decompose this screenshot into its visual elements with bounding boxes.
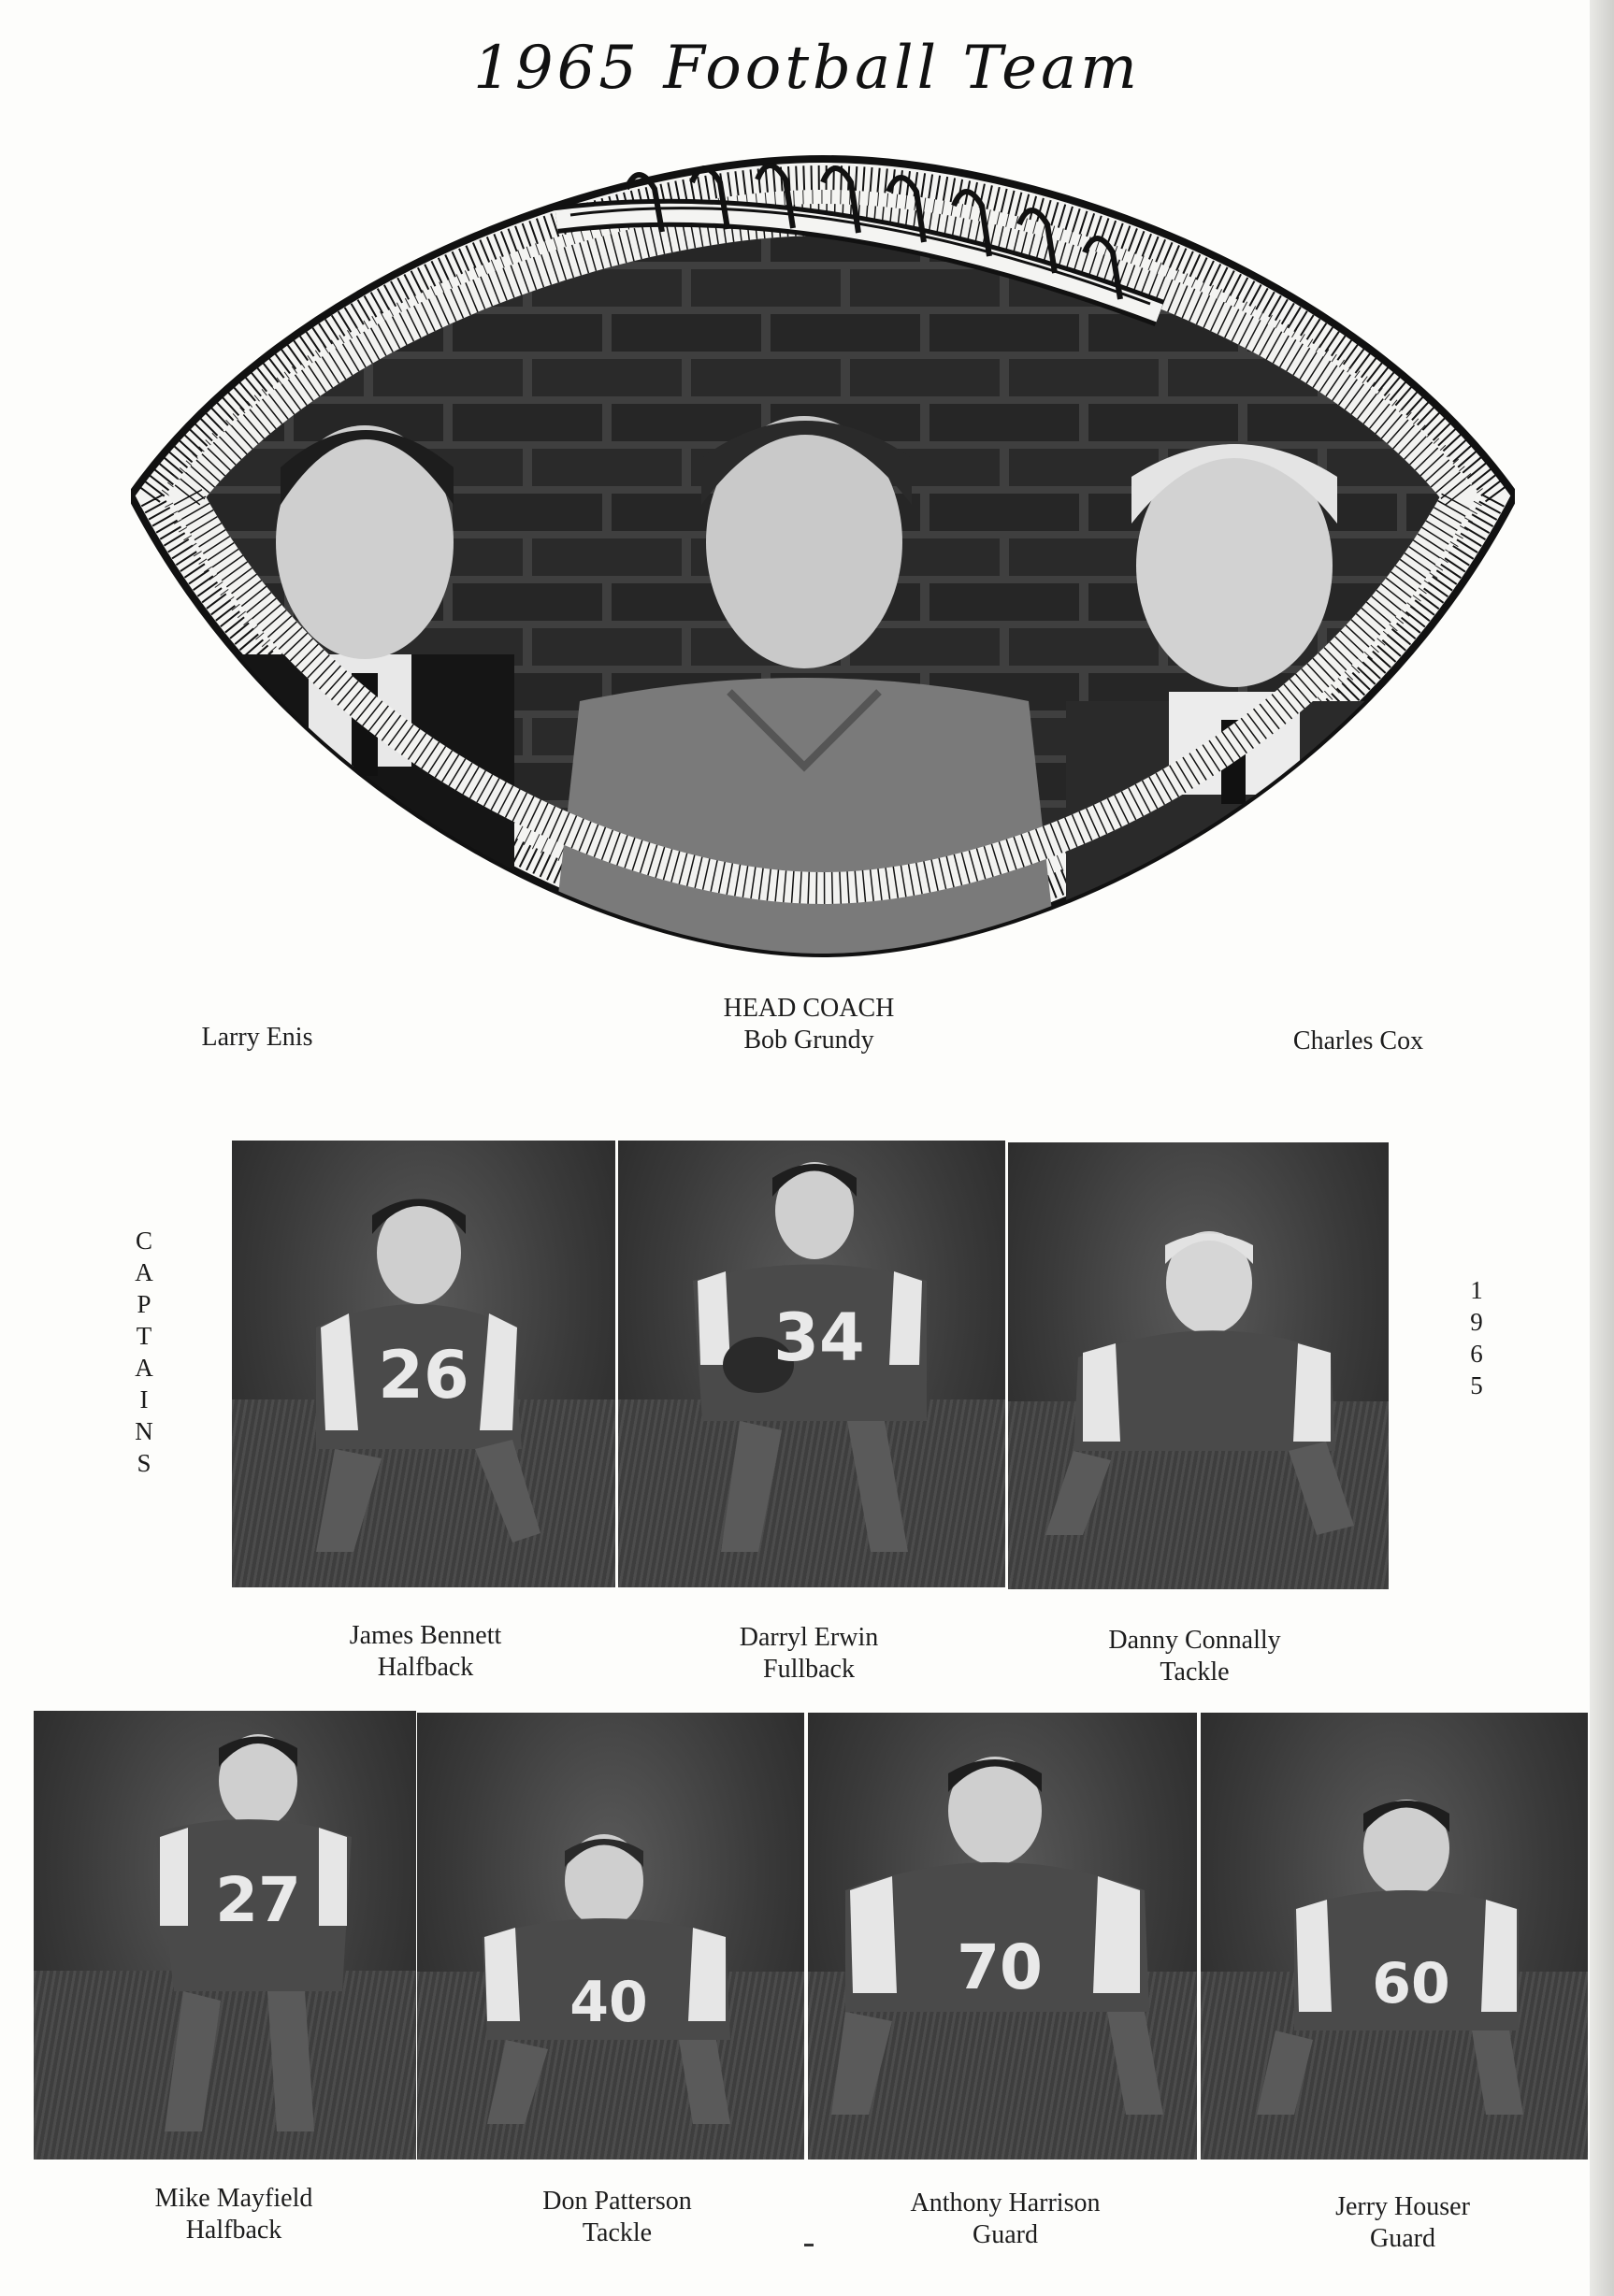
letter: I [139, 1385, 149, 1413]
coaches-photo-football-frame [131, 131, 1515, 963]
player-position: Guard [1370, 2224, 1435, 2253]
captain-photo [232, 1141, 615, 1587]
letter: C [135, 1227, 152, 1255]
captains-vertical-label [128, 1225, 160, 1479]
coach-caption-head [692, 993, 926, 1056]
player-figure [1201, 1713, 1588, 2160]
captain-photo [618, 1141, 1005, 1587]
player-photo [34, 1711, 416, 2160]
coach-role: HEAD COACH [723, 994, 895, 1023]
player-photo [808, 1713, 1197, 2160]
letter: A [135, 1354, 153, 1382]
page-edge [1590, 0, 1614, 2296]
digit: 9 [1470, 1308, 1483, 1336]
captain-caption [697, 1622, 921, 1686]
page-title: 1965 Football Team [473, 34, 1141, 103]
player-figure [1008, 1142, 1389, 1589]
captain-photo [1008, 1142, 1389, 1589]
captain-caption [1066, 1625, 1323, 1688]
letter: N [135, 1417, 153, 1445]
player-position: Halfback [185, 2216, 282, 2245]
coach-name: Charles Cox [1292, 1026, 1424, 1055]
player-name: Don Patterson [542, 2187, 692, 2216]
digit: 1 [1470, 1276, 1483, 1304]
player-name: Anthony Harrison [910, 2188, 1101, 2217]
player-position: Halfback [377, 1653, 474, 1682]
digit: 6 [1470, 1340, 1483, 1368]
letter: T [136, 1322, 152, 1350]
player-position: Tackle [1160, 1657, 1230, 1686]
player-name: Darryl Erwin [739, 1623, 879, 1652]
player-photo [417, 1713, 804, 2160]
coach-caption-left [159, 1022, 355, 1054]
player-figure [34, 1711, 416, 2160]
player-position: Tackle [582, 2218, 653, 2247]
coach-caption-right [1258, 1026, 1459, 1057]
player-caption [1290, 2191, 1515, 2255]
jersey-number: 26 [378, 1337, 469, 1413]
coach-name: Bob Grundy [743, 1026, 874, 1055]
page-mark [804, 2244, 814, 2246]
player-figure [232, 1141, 615, 1587]
player-figure [417, 1713, 804, 2160]
letter: S [137, 1449, 151, 1477]
player-name: Jerry Houser [1335, 2192, 1470, 2221]
player-figure [618, 1141, 1005, 1587]
coach-name: Larry Enis [201, 1023, 313, 1052]
player-name: Danny Connally [1108, 1626, 1281, 1655]
letter: A [135, 1258, 153, 1286]
player-figure [808, 1713, 1197, 2160]
player-name: Mike Mayfield [154, 2184, 313, 2213]
jersey-number: 60 [1372, 1951, 1450, 2016]
player-caption [112, 2183, 355, 2246]
captain-caption [309, 1620, 542, 1684]
player-caption [874, 2188, 1136, 2251]
player-caption [500, 2186, 734, 2249]
jersey-number: 40 [569, 1970, 648, 2035]
coaches-photo [131, 131, 1515, 963]
year-vertical-label [1461, 1274, 1492, 1401]
jersey-number: 34 [773, 1299, 865, 1376]
player-name: James Bennett [349, 1621, 502, 1650]
player-photo [1201, 1713, 1588, 2160]
player-position: Fullback [763, 1655, 855, 1684]
jersey-number: 27 [215, 1864, 301, 1936]
letter: P [137, 1290, 151, 1318]
player-position: Guard [973, 2220, 1038, 2249]
jersey-number: 70 [957, 1931, 1043, 2003]
digit: 5 [1470, 1371, 1483, 1399]
